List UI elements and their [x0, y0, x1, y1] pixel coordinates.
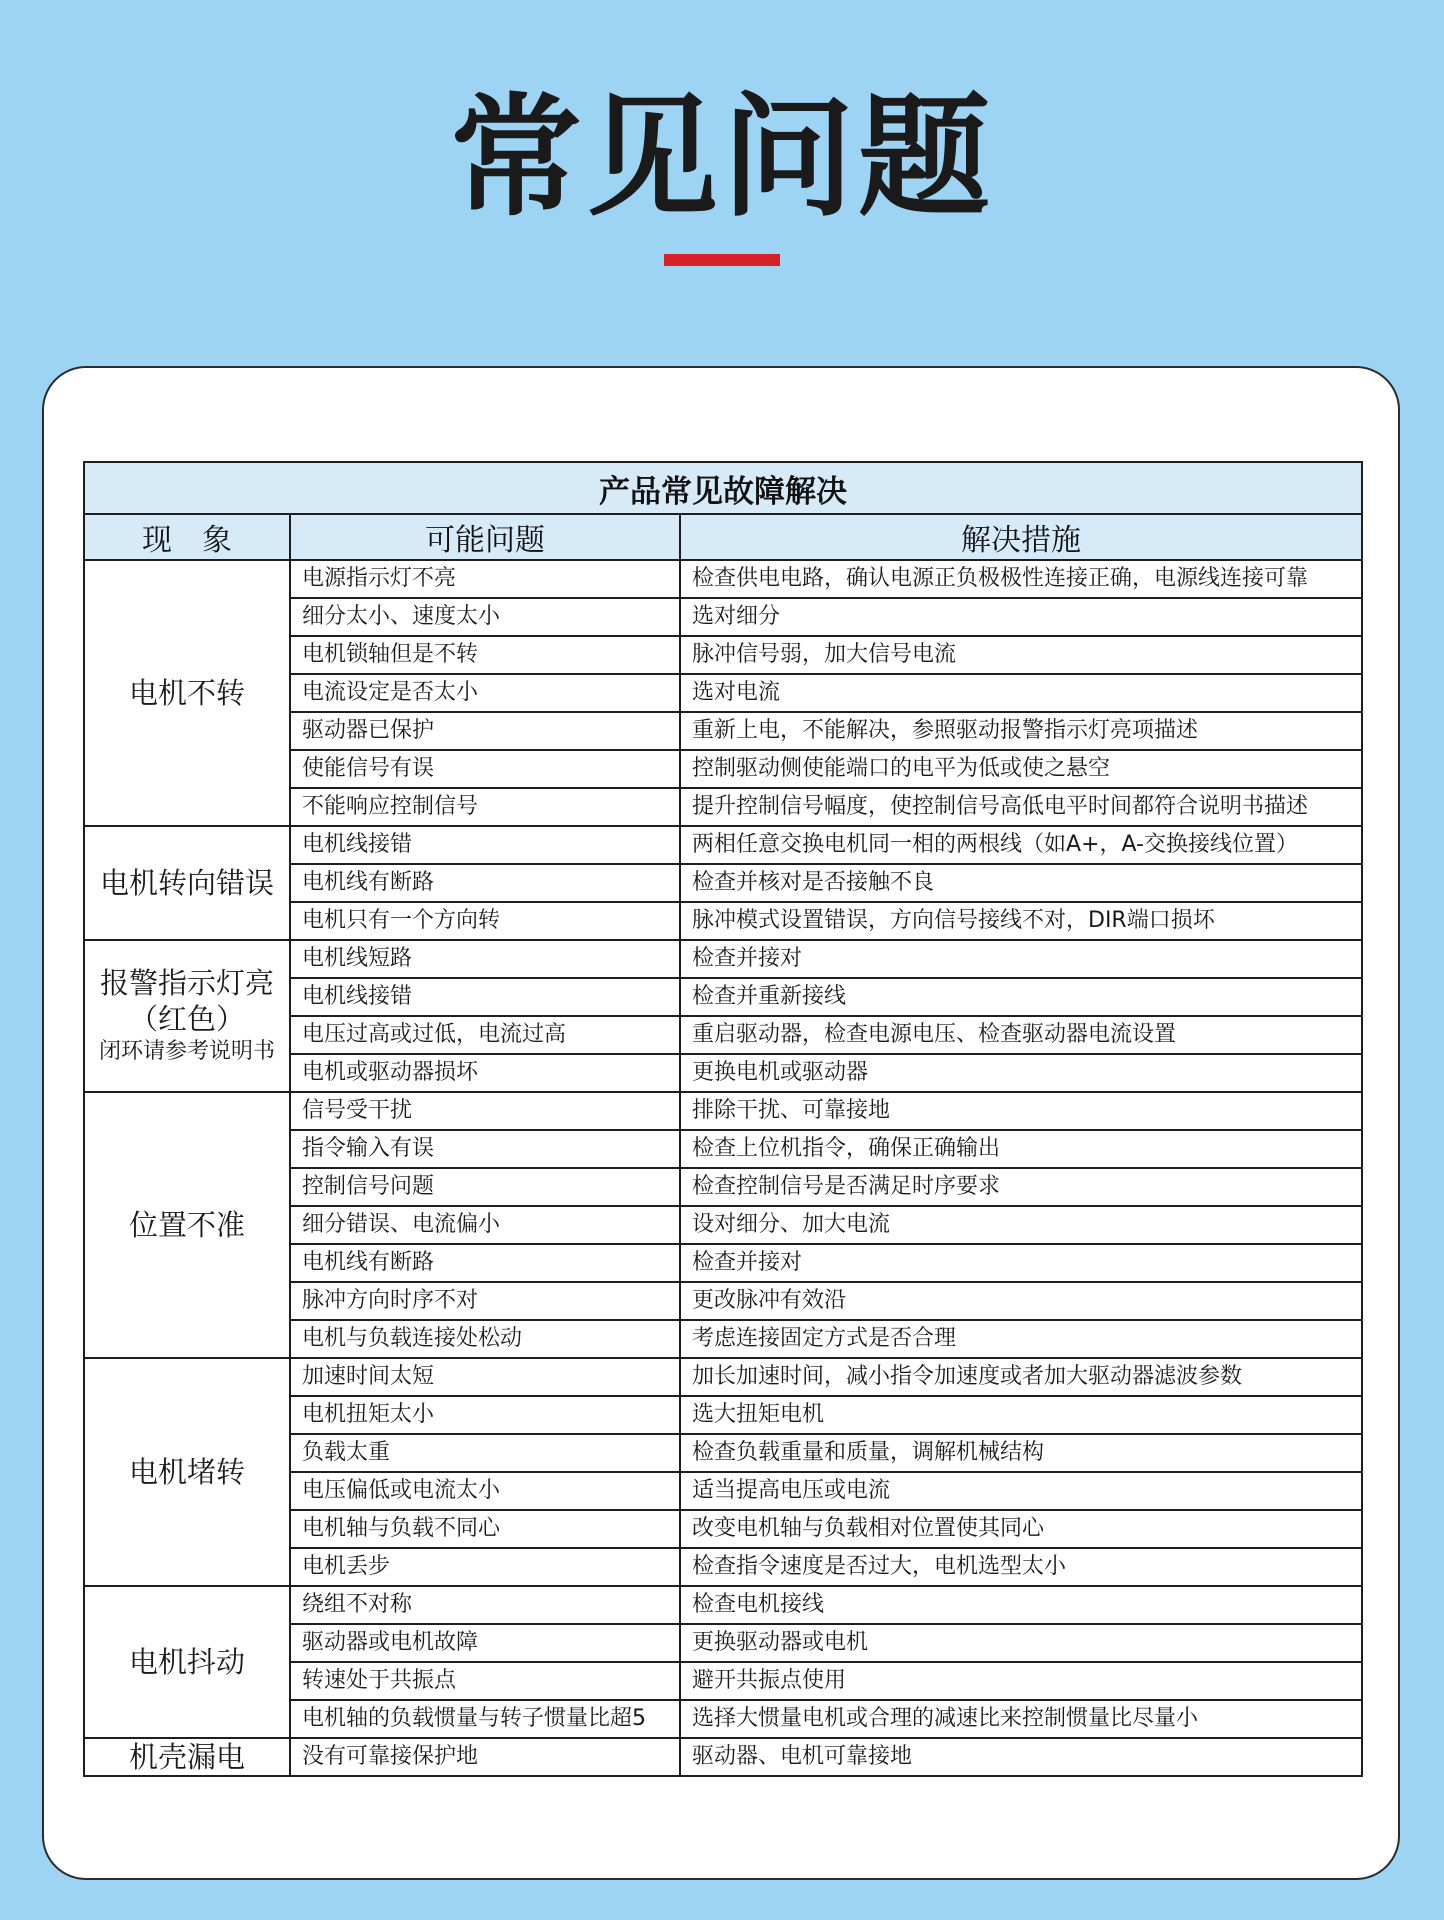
problem-cell: 负载太重 — [290, 1434, 680, 1472]
column-header-solution: 解决措施 — [680, 514, 1362, 560]
symptom-cell — [84, 940, 290, 1092]
solution-cell: 检查并核对是否接触不良 — [680, 864, 1362, 902]
solution-cell: 检查供电电路，确认电源正负极极性连接正确，电源线连接可靠 — [680, 560, 1362, 598]
problem-cell: 电机轴与负载不同心 — [290, 1510, 680, 1548]
symptom-label: 电机堵转 — [128, 1455, 245, 1489]
page-title: 常见问题 — [450, 81, 994, 235]
symptom-label: 报警指示灯亮 — [99, 966, 274, 1000]
problem-cell: 电机锁轴但是不转 — [290, 636, 680, 674]
table-row — [84, 1358, 1362, 1396]
symptom-label: 机壳漏电 — [128, 1740, 245, 1774]
table-title: 产品常见故障解决 — [84, 462, 1362, 514]
solution-cell: 考虑连接固定方式是否合理 — [680, 1320, 1362, 1358]
problem-cell: 信号受干扰 — [290, 1092, 680, 1130]
problem-cell: 细分错误、电流偏小 — [290, 1206, 680, 1244]
symptom-cell — [84, 1738, 290, 1776]
solution-cell: 检查上位机指令，确保正确输出 — [680, 1130, 1362, 1168]
solution-cell: 检查指令速度是否过大，电机选型太小 — [680, 1548, 1362, 1586]
solution-cell: 设对细分、加大电流 — [680, 1206, 1362, 1244]
solution-cell: 更换电机或驱动器 — [680, 1054, 1362, 1092]
problem-cell: 电机丢步 — [290, 1548, 680, 1586]
problem-cell: 指令输入有误 — [290, 1130, 680, 1168]
problem-cell: 电机线接错 — [290, 826, 680, 864]
problem-cell: 转速处于共振点 — [290, 1662, 680, 1700]
solution-cell: 选对电流 — [680, 674, 1362, 712]
solution-cell: 控制驱动侧使能端口的电平为低或使之悬空 — [680, 750, 1362, 788]
problem-cell: 电压偏低或电流太小 — [290, 1472, 680, 1510]
solution-cell: 避开共振点使用 — [680, 1662, 1362, 1700]
symptom-cell — [84, 1586, 290, 1738]
solution-cell: 加长加速时间，减小指令加速度或者加大驱动器滤波参数 — [680, 1358, 1362, 1396]
table-row — [84, 940, 1362, 978]
symptom-label: （红色） — [128, 1002, 245, 1036]
solution-cell: 选择大惯量电机或合理的减速比来控制惯量比尽量小 — [680, 1700, 1362, 1738]
problem-cell: 电机线有断路 — [290, 864, 680, 902]
faq-table — [83, 461, 1363, 1777]
problem-cell: 电机线有断路 — [290, 1244, 680, 1282]
solution-cell: 检查并重新接线 — [680, 978, 1362, 1016]
symptom-cell — [84, 1092, 290, 1358]
problem-cell: 电机或驱动器损坏 — [290, 1054, 680, 1092]
table-row — [84, 1586, 1362, 1624]
solution-cell: 更换驱动器或电机 — [680, 1624, 1362, 1662]
problem-cell: 电压过高或过低，电流过高 — [290, 1016, 680, 1054]
solution-cell: 改变电机轴与负载相对位置使其同心 — [680, 1510, 1362, 1548]
solution-cell: 检查并接对 — [680, 940, 1362, 978]
solution-cell: 检查控制信号是否满足时序要求 — [680, 1168, 1362, 1206]
solution-cell: 脉冲模式设置错误，方向信号接线不对，DIR端口损坏 — [680, 902, 1362, 940]
problem-cell: 电机线接错 — [290, 978, 680, 1016]
solution-cell: 重启驱动器，检查电源电压、检查驱动器电流设置 — [680, 1016, 1362, 1054]
problem-cell: 细分太小、速度太小 — [290, 598, 680, 636]
problem-cell: 驱动器或电机故障 — [290, 1624, 680, 1662]
symptom-note: 闭环请参考说明书 — [98, 1039, 275, 1064]
problem-cell: 没有可靠接保护地 — [290, 1738, 680, 1776]
problem-cell: 电源指示灯不亮 — [290, 560, 680, 598]
problem-cell: 绕组不对称 — [290, 1586, 680, 1624]
symptom-label: 电机不转 — [128, 676, 245, 710]
problem-cell: 驱动器已保护 — [290, 712, 680, 750]
problem-cell: 脉冲方向时序不对 — [290, 1282, 680, 1320]
problem-cell: 电机扭矩太小 — [290, 1396, 680, 1434]
table-row — [84, 1092, 1362, 1130]
solution-cell: 选对细分 — [680, 598, 1362, 636]
symptom-label: 电机转向错误 — [99, 866, 274, 900]
problem-cell: 控制信号问题 — [290, 1168, 680, 1206]
title-underline — [664, 254, 780, 266]
symptom-label: 电机抖动 — [128, 1645, 245, 1679]
solution-cell: 选大扭矩电机 — [680, 1396, 1362, 1434]
problem-cell: 加速时间太短 — [290, 1358, 680, 1396]
solution-cell: 驱动器、电机可靠接地 — [680, 1738, 1362, 1776]
column-header-symptom: 现 象 — [84, 514, 290, 560]
symptom-cell — [84, 1358, 290, 1586]
problem-cell: 电机轴的负载惯量与转子惯量比超5 — [290, 1700, 680, 1738]
problem-cell: 电机与负载连接处松动 — [290, 1320, 680, 1358]
problem-cell: 电机只有一个方向转 — [290, 902, 680, 940]
solution-cell: 检查电机接线 — [680, 1586, 1362, 1624]
problem-cell: 使能信号有误 — [290, 750, 680, 788]
solution-cell: 两相任意交换电机同一相的两根线（如A+，A-交换接线位置） — [680, 826, 1362, 864]
solution-cell: 重新上电，不能解决，参照驱动报警指示灯亮项描述 — [680, 712, 1362, 750]
solution-cell: 适当提高电压或电流 — [680, 1472, 1362, 1510]
problem-cell: 电流设定是否太小 — [290, 674, 680, 712]
problem-cell: 电机线短路 — [290, 940, 680, 978]
solution-cell: 排除干扰、可靠接地 — [680, 1092, 1362, 1130]
solution-cell: 脉冲信号弱，加大信号电流 — [680, 636, 1362, 674]
symptom-cell — [84, 560, 290, 826]
problem-cell: 不能响应控制信号 — [290, 788, 680, 826]
table-row — [84, 826, 1362, 864]
solution-cell: 检查负载重量和质量，调解机械结构 — [680, 1434, 1362, 1472]
faq-table-body — [84, 560, 1362, 1776]
column-header-problem: 可能问题 — [290, 514, 680, 560]
table-row — [84, 1738, 1362, 1776]
symptom-cell — [84, 826, 290, 940]
solution-cell: 提升控制信号幅度，使控制信号高低电平时间都符合说明书描述 — [680, 788, 1362, 826]
solution-cell: 检查并接对 — [680, 1244, 1362, 1282]
table-row — [84, 560, 1362, 598]
symptom-label: 位置不准 — [128, 1208, 245, 1242]
solution-cell: 更改脉冲有效沿 — [680, 1282, 1362, 1320]
